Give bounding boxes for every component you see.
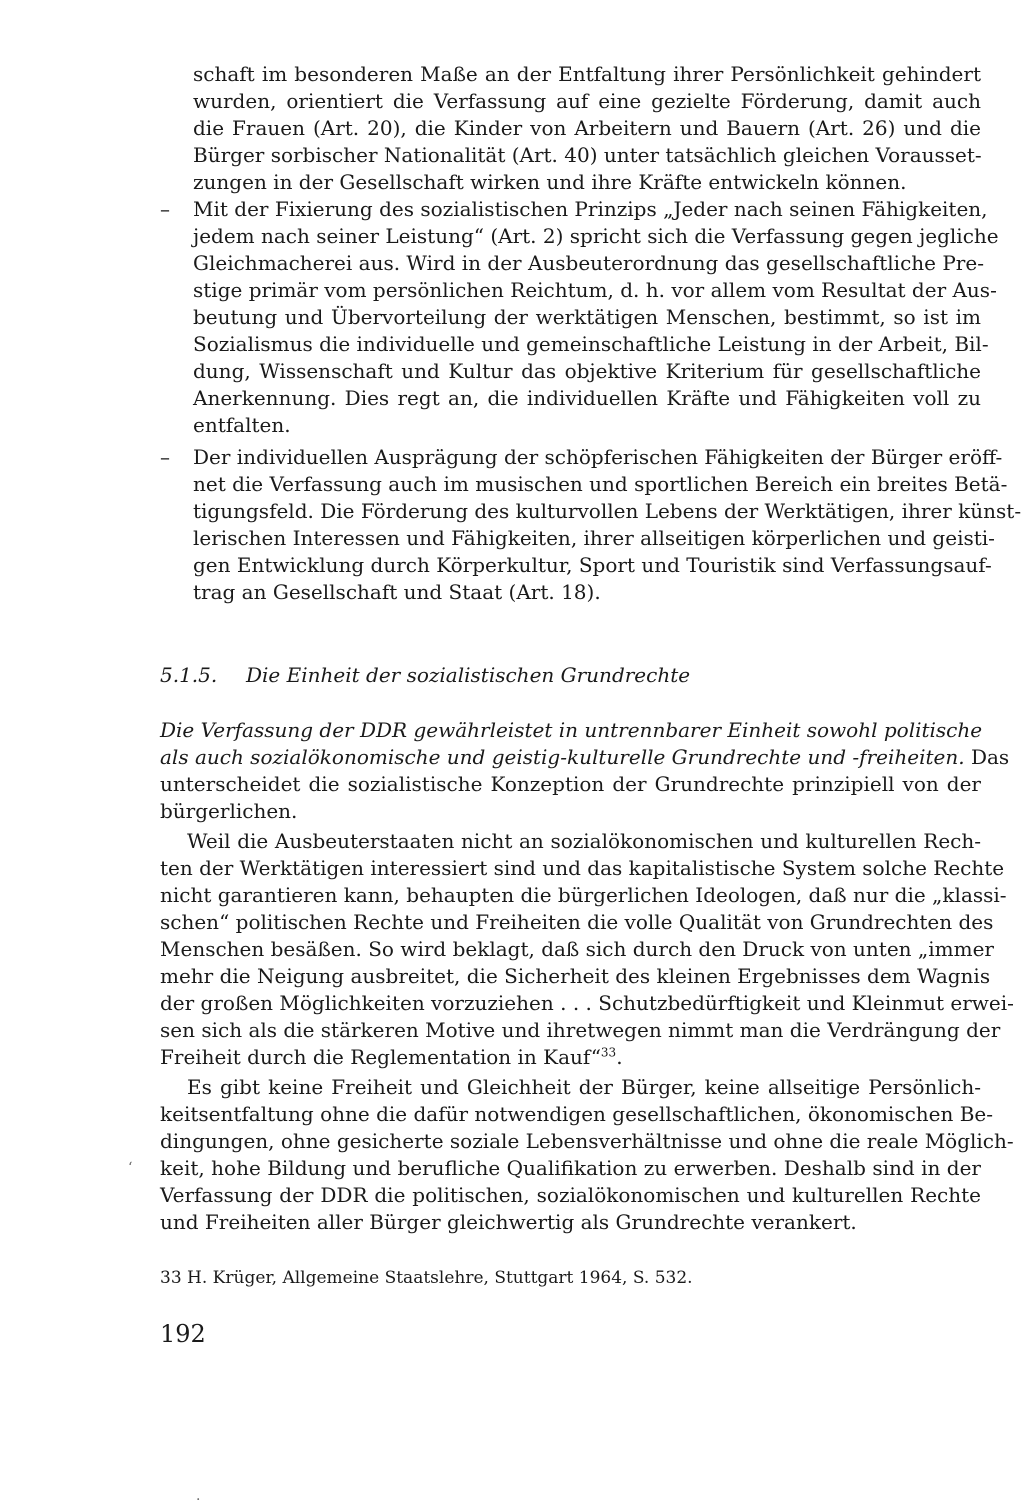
- text-line: beutung und Übervorteilung der werktätigen Menschen, bestimmt, so ist im: [193, 305, 981, 329]
- text-span: Freiheit durch die Reglementation in Kauf“: [160, 1045, 601, 1069]
- text-line: [160, 1044, 981, 1071]
- text-line: Die Verfassung der DDR gewährleistet in untrennbarer Einheit sowohl politische: [160, 718, 983, 742]
- text-line: stige primär vom persönlichen Reichtum, d. h. vor allem vom Resultat der Aus-: [193, 278, 997, 302]
- text-line: Sozialismus die individuelle und gemeinschaftliche Leistung in der Arbeit, Bil-: [193, 332, 989, 356]
- text-line: unterscheidet die sozialistische Konzeption der Grundrechte prinzipiell von der: [160, 772, 981, 796]
- text-line: gen Entwicklung durch Körperkultur, Sport und Touristik sind Verfassungsauf-: [193, 553, 992, 577]
- text-line: die Frauen (Art. 20), die Kinder von Arbeitern und Bauern (Art. 26) und die: [193, 116, 981, 140]
- text-span: .: [616, 1045, 623, 1069]
- page-number: 192: [160, 1320, 206, 1348]
- text-line: keitsentfaltung ohne die dafür notwendigen gesellschaftlichen, ökonomischen Be-: [160, 1102, 994, 1126]
- text-line: schaft im besonderen Maße an der Entfaltung ihrer Persönlichkeit gehindert: [193, 62, 981, 86]
- text-line: zungen in der Gesellschaft wirken und ihre Kräfte entwickeln können.: [193, 170, 907, 194]
- scan-speck: ʻ: [128, 1160, 133, 1176]
- text-line: keit, hohe Bildung und berufliche Qualifikation zu erwerben. Deshalb sind in der: [160, 1156, 981, 1180]
- text-line: Mit der Fixierung des sozialistischen Prinzips „Jeder nach seinen Fähigkeiten,: [193, 197, 988, 221]
- text-line: der großen Möglichkeiten vorzuziehen . . . Schutzbedürftigkeit und Kleinmut erwei-: [160, 991, 1014, 1015]
- text-line: nicht garantieren kann, behaupten die bürgerlichen Ideologen, daß nur die „klassi-: [160, 883, 1007, 907]
- list-dash: –: [160, 445, 170, 469]
- text-line: Bürger sorbischer Nationalität (Art. 40) unter tatsächlich gleichen Vorausset-: [193, 143, 982, 167]
- text-line: Gleichmacherei aus. Wird in der Ausbeuterordnung das gesellschaftliche Pre-: [193, 251, 984, 275]
- text-line: bürgerlichen.: [160, 799, 298, 823]
- footnote: 33 H. Krüger, Allgemeine Staatslehre, Stuttgart 1964, S. 532.: [160, 1268, 693, 1288]
- text-line: sen sich als die stärkeren Motive und ihretwegen nimmt man die Verdrängung der: [160, 1018, 1001, 1042]
- text-line: Anerkennung. Dies regt an, die individuellen Kräfte und Fähigkeiten voll zu: [193, 386, 981, 410]
- text-line: mehr die Neigung ausbreitet, die Sicherheit des kleinen Ergebnisses dem Wagnis: [160, 964, 991, 988]
- text-line: Verfassung der DDR die politischen, sozialökonomischen und kulturellen Rechte: [160, 1183, 981, 1207]
- text-line: dingungen, ohne gesicherte soziale Lebensverhältnisse und ohne die reale Möglich-: [160, 1129, 1014, 1153]
- section-number: 5.1.5.: [160, 663, 218, 687]
- text-line: schen“ politischen Rechte und Freiheiten die volle Qualität von Grundrechten des: [160, 910, 994, 934]
- text-line: Der individuellen Ausprägung der schöpferischen Fähigkeiten der Bürger eröff-: [193, 445, 1003, 469]
- text-line: Weil die Ausbeuterstaaten nicht an sozialökonomischen und kulturellen Rech-: [187, 829, 981, 853]
- footnote-ref: 33: [600, 1045, 617, 1060]
- text-line: ten der Werktätigen interessiert sind und das kapitalistische System solche Rechte: [160, 856, 1005, 880]
- text-line: [160, 744, 1010, 771]
- text-line: jedem nach seiner Leistung“ (Art. 2) spricht sich die Verfassung gegen jegliche: [193, 224, 999, 248]
- text-line: dung, Wissenschaft und Kultur das objektive Kriterium für gesellschaftliche: [193, 359, 981, 383]
- text-line: trag an Gesellschaft und Staat (Art. 18).: [193, 580, 601, 604]
- emphasis-text: als auch sozialökonomische und geistig-kulturelle Grundrechte und -freiheiten.: [160, 745, 965, 769]
- text-line: entfalten.: [193, 413, 291, 437]
- text-line: und Freiheiten aller Bürger gleichwertig als Grundrechte verankert.: [160, 1210, 857, 1234]
- text-line: Menschen besäßen. So wird beklagt, daß sich durch den Druck von unten „immer: [160, 937, 994, 961]
- section-title: Die Einheit der sozialistischen Grundrechte: [246, 663, 691, 687]
- text-line: lerischen Interessen und Fähigkeiten, ihrer allseitigen körperlichen und geisti-: [193, 526, 995, 550]
- scan-speck: ·: [196, 1492, 201, 1508]
- text-line: tigungsfeld. Die Förderung des kulturvollen Lebens der Werktätigen, ihrer künst-: [193, 499, 1022, 523]
- text-line: net die Verfassung auch im musischen und sportlichen Bereich ein breites Betä-: [193, 472, 1008, 496]
- text-line: wurden, orientiert die Verfassung auf eine gezielte Förderung, damit auch: [193, 89, 981, 113]
- list-dash: –: [160, 197, 170, 221]
- text-span: Das: [964, 745, 1010, 769]
- text-line: Es gibt keine Freiheit und Gleichheit der Bürger, keine allseitige Persönlich-: [187, 1075, 981, 1099]
